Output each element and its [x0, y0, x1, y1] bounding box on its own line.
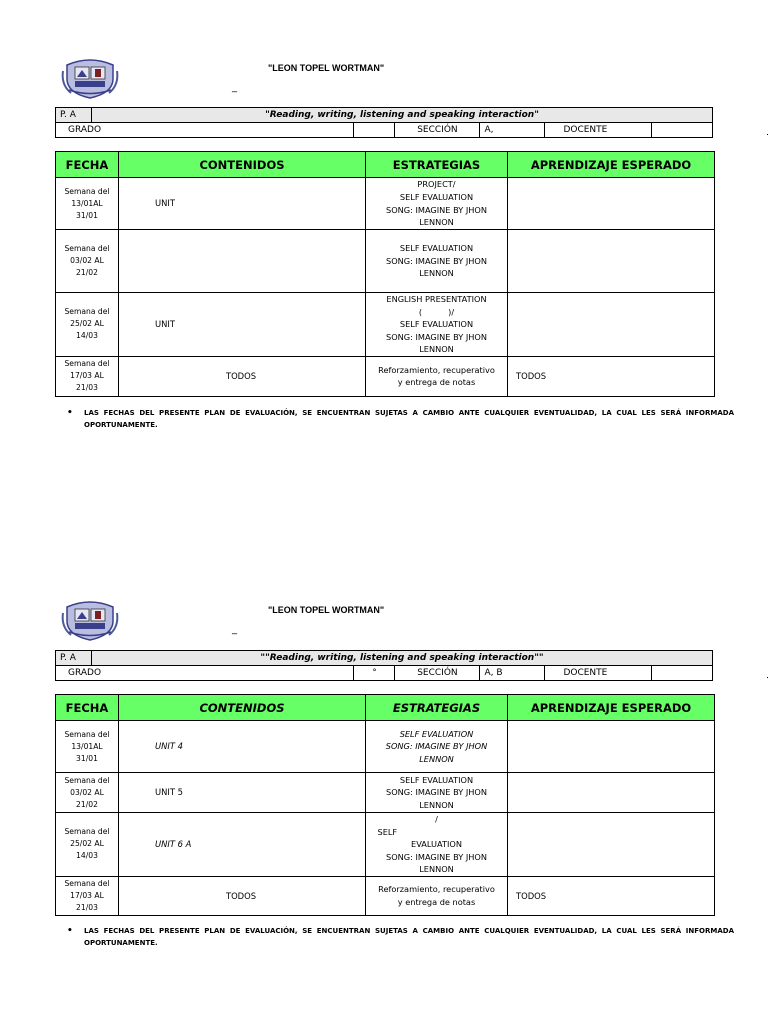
info-table: [55, 650, 713, 681]
contenido-cell: UNIT: [119, 293, 366, 357]
estrategias-cell: PROJECT/ SELF EVALUATION SONG: IMAGINE BY JHON LENNON: [366, 178, 508, 230]
table-row: [56, 721, 715, 773]
fecha-cell: Semana del 03/02 AL 21/02: [56, 773, 119, 813]
table-row: [56, 178, 715, 230]
plan-table: [55, 694, 715, 916]
table-row: [56, 293, 715, 357]
pa-label: P. A: [56, 651, 92, 666]
estrategias-cell: SELF EVALUATION SONG: IMAGINE BY JHON LENNON: [366, 773, 508, 813]
disclaimer-text: LAS FECHAS DEL PRESENTE PLAN DE EVALUACIÓN, SE ENCUENTRAN SUJETAS A CAMBIO ANTE CUALQUIER EVENTUALIDAD, LA CUAL LES SERÁ INFORMADA OPORTUNAMENTE.: [84, 409, 734, 429]
contenido-cell: UNIT 5: [119, 773, 366, 813]
fecha-cell: Semana del 17/03 AL 21/03: [56, 876, 119, 915]
school-name: "LEON TOPEL WORTMAN": [268, 605, 385, 615]
pa-label: P. A: [56, 108, 92, 123]
contenido-cell: TODOS: [119, 356, 366, 396]
seccion-value: A, B: [480, 666, 545, 681]
contenido-cell: UNIT 6 A: [119, 813, 366, 877]
fecha-cell: Semana del 17/03 AL 21/03: [56, 356, 119, 396]
aprendizaje-cell: [508, 293, 715, 357]
contenido-cell: [119, 230, 366, 293]
grado-value: °: [354, 666, 395, 681]
aprendizaje-cell: [508, 773, 715, 813]
table-row: [56, 876, 715, 915]
contenido-cell: TODOS: [119, 876, 366, 915]
aprendizaje-cell: [508, 813, 715, 877]
table-row: [56, 773, 715, 813]
seccion-label: SECCIÓN: [395, 123, 480, 138]
estrategias-cell: ENGLISH PRESENTATION ( )/ SELF EVALUATION SONG: IMAGINE BY JHON LENNON: [366, 293, 508, 357]
plan-table: [55, 151, 715, 397]
seccion-label: SECCIÓN: [395, 666, 480, 681]
docente-label: DOCENTE: [545, 123, 652, 138]
grado-value: [354, 123, 395, 138]
school-crest-icon: [61, 57, 119, 99]
docente-value: [652, 123, 713, 138]
school-name: "LEON TOPEL WORTMAN": [268, 63, 385, 73]
contenido-cell: UNIT: [119, 178, 366, 230]
table-row: [56, 356, 715, 396]
table-row: [56, 813, 715, 877]
fecha-cell: Semana del 25/02 AL 14/03: [56, 813, 119, 877]
header-estrategias: ESTRATEGIAS: [366, 695, 508, 721]
bullet-icon: •: [67, 926, 73, 936]
dash-mark: _: [232, 82, 237, 93]
estrategias-cell: Reforzamiento, recuperativo y entrega de notas: [366, 356, 508, 396]
dash-mark: _: [232, 624, 237, 635]
aprendizaje-cell: [508, 178, 715, 230]
school-crest-icon: [61, 599, 119, 641]
aprendizaje-cell: TODOS: [508, 356, 715, 396]
bullet-icon: •: [67, 408, 73, 418]
aprendizaje-cell: [508, 721, 715, 773]
fecha-cell: Semana del 25/02 AL 14/03: [56, 293, 119, 357]
info-table: [55, 107, 713, 138]
estrategias-cell: SELF EVALUATION SONG: IMAGINE BY JHON LENNON: [366, 230, 508, 293]
estrategias-cell: / SELF EVALUATION SONG: IMAGINE BY JHON LENNON: [366, 813, 508, 877]
disclaimer-note: [67, 407, 734, 431]
table-row: [56, 230, 715, 293]
header-fecha: FECHA: [56, 695, 119, 721]
docente-value: [652, 666, 713, 681]
aprendizaje-cell: TODOS: [508, 876, 715, 915]
header-estrategias: ESTRATEGIAS: [366, 152, 508, 178]
header-contenidos: CONTENIDOS: [119, 695, 366, 721]
estrategias-cell: Reforzamiento, recuperativo y entrega de notas: [366, 876, 508, 915]
grado-label: GRADO: [56, 123, 354, 138]
plan-title: "Reading, writing, listening and speaking interaction": [92, 108, 713, 123]
contenido-cell: UNIT 4: [119, 721, 366, 773]
grado-label: GRADO: [56, 666, 354, 681]
estrategias-cell: SELF EVALUATION SONG: IMAGINE BY JHON LENNON: [366, 721, 508, 773]
header-contenidos: CONTENIDOS: [119, 152, 366, 178]
header-aprendizaje: APRENDIZAJE ESPERADO: [508, 695, 715, 721]
disclaimer-note: [67, 925, 734, 949]
header-aprendizaje: APRENDIZAJE ESPERADO: [508, 152, 715, 178]
fecha-cell: Semana del 13/01AL 31/01: [56, 721, 119, 773]
seccion-value: A,: [480, 123, 545, 138]
fecha-cell: Semana del 13/01AL 31/01: [56, 178, 119, 230]
docente-label: DOCENTE: [545, 666, 652, 681]
header-fecha: FECHA: [56, 152, 119, 178]
fecha-cell: Semana del 03/02 AL 21/02: [56, 230, 119, 293]
aprendizaje-cell: [508, 230, 715, 293]
plan-title: ""Reading, writing, listening and speaking interaction"": [92, 651, 713, 666]
disclaimer-text: LAS FECHAS DEL PRESENTE PLAN DE EVALUACIÓN, SE ENCUENTRAN SUJETAS A CAMBIO ANTE CUALQUIER EVENTUALIDAD, LA CUAL LES SERÁ INFORMADA OPORTUNAMENTE.: [84, 927, 734, 947]
